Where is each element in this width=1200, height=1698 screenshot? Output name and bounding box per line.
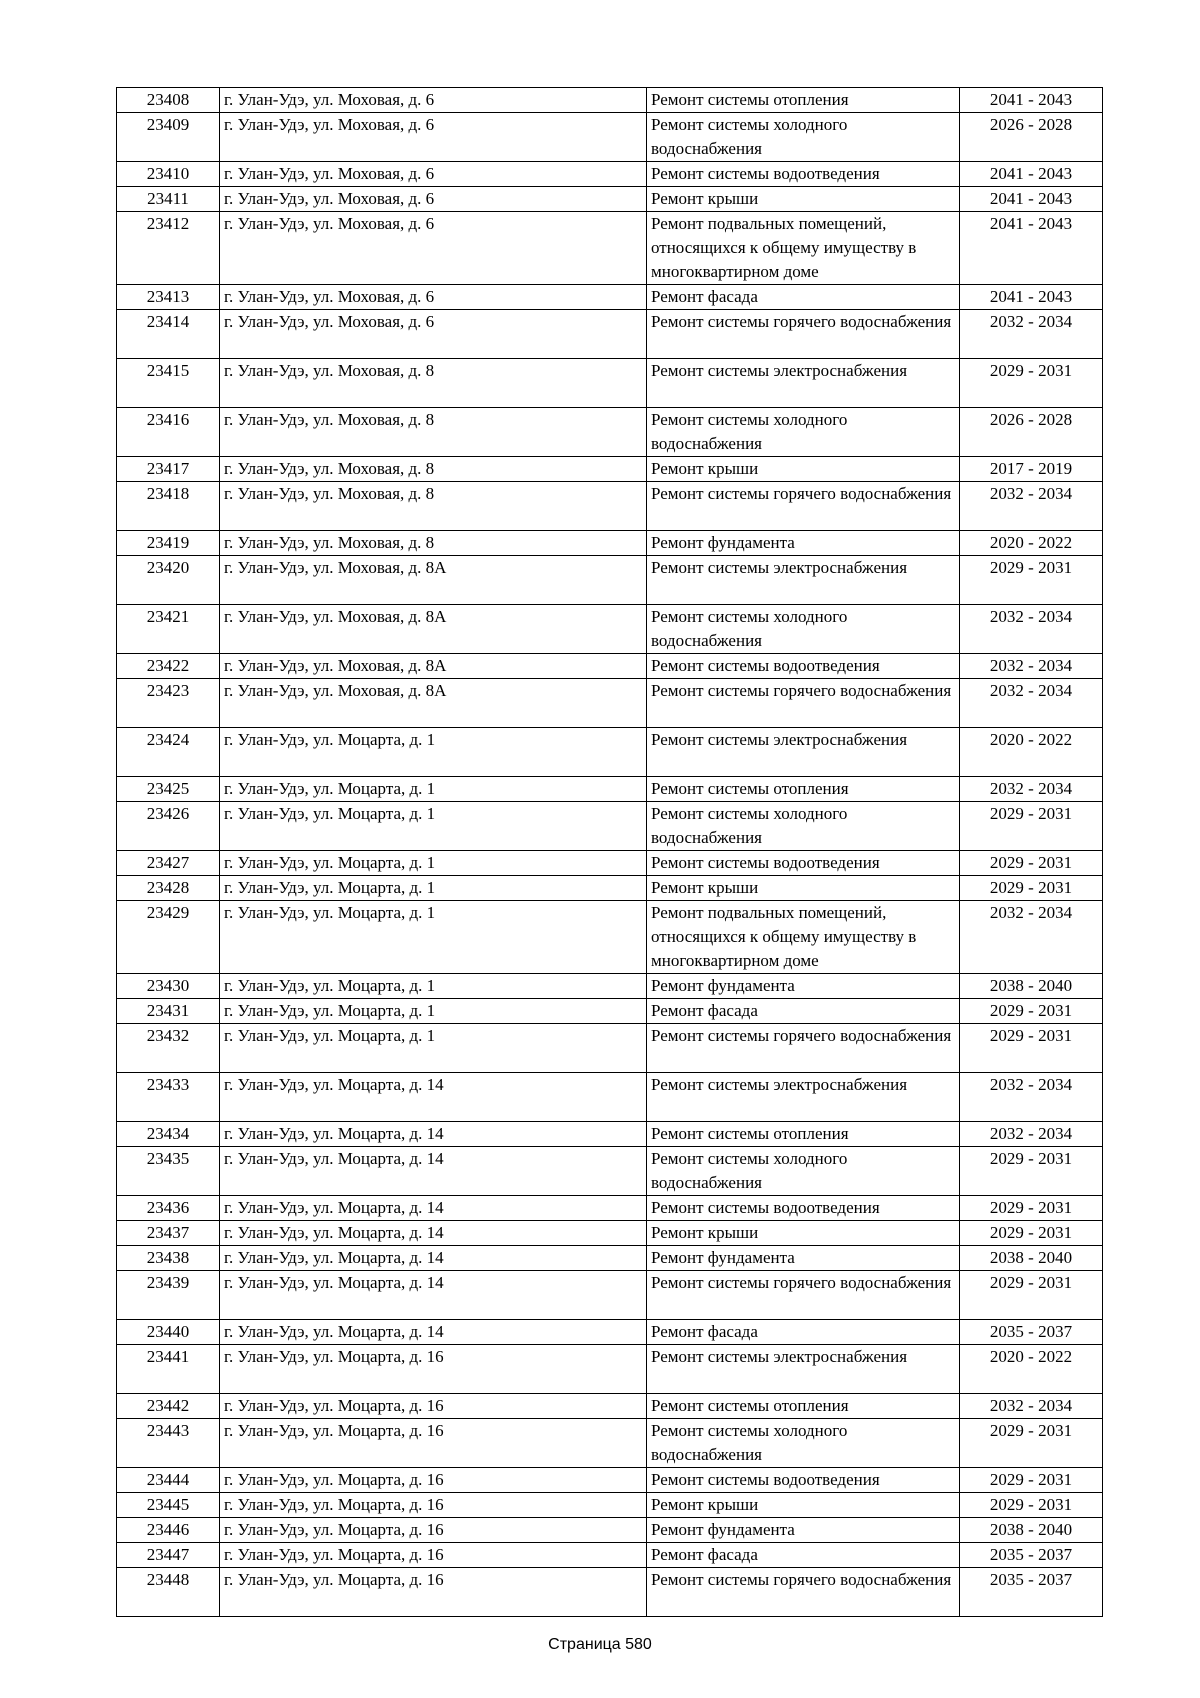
- work-type-cell: Ремонт фасада: [647, 1320, 960, 1345]
- address-cell: г. Улан-Удэ, ул. Моцарта, д. 14: [220, 1271, 647, 1320]
- row-id-cell: 23420: [117, 556, 220, 605]
- period-cell: 2032 - 2034: [960, 1394, 1103, 1419]
- work-type-cell: Ремонт системы водоотведения: [647, 851, 960, 876]
- work-type-cell: Ремонт фундамента: [647, 531, 960, 556]
- period-cell: 2032 - 2034: [960, 901, 1103, 974]
- address-cell: г. Улан-Удэ, ул. Моцарта, д. 14: [220, 1147, 647, 1196]
- period-cell: 2026 - 2028: [960, 408, 1103, 457]
- table-row: [117, 187, 1103, 212]
- work-type-cell: Ремонт системы водоотведения: [647, 1196, 960, 1221]
- row-id-cell: 23414: [117, 310, 220, 359]
- table-row: [117, 482, 1103, 531]
- period-cell: 2020 - 2022: [960, 1345, 1103, 1394]
- period-cell: 2041 - 2043: [960, 162, 1103, 187]
- row-id-cell: 23412: [117, 212, 220, 285]
- address-cell: г. Улан-Удэ, ул. Моцарта, д. 1: [220, 999, 647, 1024]
- table-row: [117, 851, 1103, 876]
- address-cell: г. Улан-Удэ, ул. Моцарта, д. 1: [220, 876, 647, 901]
- row-id-cell: 23447: [117, 1543, 220, 1568]
- address-cell: г. Улан-Удэ, ул. Моцарта, д. 16: [220, 1394, 647, 1419]
- work-type-cell: Ремонт системы электроснабжения: [647, 1073, 960, 1122]
- address-cell: г. Улан-Удэ, ул. Моцарта, д. 16: [220, 1345, 647, 1394]
- work-type-cell: Ремонт системы холодного водоснабжения: [647, 1419, 960, 1468]
- period-cell: 2032 - 2034: [960, 679, 1103, 728]
- address-cell: г. Улан-Удэ, ул. Моцарта, д. 1: [220, 901, 647, 974]
- table-row: [117, 999, 1103, 1024]
- work-type-cell: Ремонт системы отопления: [647, 1394, 960, 1419]
- row-id-cell: 23408: [117, 88, 220, 113]
- table-row: [117, 1024, 1103, 1073]
- period-cell: 2035 - 2037: [960, 1543, 1103, 1568]
- period-cell: 2029 - 2031: [960, 556, 1103, 605]
- work-type-cell: Ремонт подвальных помещений, относящихся к общему имуществу в многоквартирном доме: [647, 901, 960, 974]
- work-type-cell: Ремонт системы водоотведения: [647, 1468, 960, 1493]
- table-row: [117, 1419, 1103, 1468]
- row-id-cell: 23426: [117, 802, 220, 851]
- row-id-cell: 23411: [117, 187, 220, 212]
- table-row: [117, 556, 1103, 605]
- period-cell: 2029 - 2031: [960, 802, 1103, 851]
- row-id-cell: 23444: [117, 1468, 220, 1493]
- work-type-cell: Ремонт системы горячего водоснабжения: [647, 1024, 960, 1073]
- address-cell: г. Улан-Удэ, ул. Моцарта, д. 14: [220, 1221, 647, 1246]
- row-id-cell: 23419: [117, 531, 220, 556]
- address-cell: г. Улан-Удэ, ул. Моцарта, д. 16: [220, 1568, 647, 1617]
- address-cell: г. Улан-Удэ, ул. Моцарта, д. 14: [220, 1073, 647, 1122]
- period-cell: 2029 - 2031: [960, 1024, 1103, 1073]
- address-cell: г. Улан-Удэ, ул. Моцарта, д. 1: [220, 777, 647, 802]
- table-row: [117, 1147, 1103, 1196]
- period-cell: 2035 - 2037: [960, 1568, 1103, 1617]
- work-type-cell: Ремонт фасада: [647, 999, 960, 1024]
- row-id-cell: 23431: [117, 999, 220, 1024]
- address-cell: г. Улан-Удэ, ул. Моцарта, д. 16: [220, 1493, 647, 1518]
- address-cell: г. Улан-Удэ, ул. Моцарта, д. 1: [220, 802, 647, 851]
- work-type-cell: Ремонт фасада: [647, 1543, 960, 1568]
- work-type-cell: Ремонт системы холодного водоснабжения: [647, 605, 960, 654]
- work-type-cell: Ремонт крыши: [647, 1221, 960, 1246]
- work-type-cell: Ремонт системы холодного водоснабжения: [647, 408, 960, 457]
- work-type-cell: Ремонт крыши: [647, 187, 960, 212]
- work-type-cell: Ремонт подвальных помещений, относящихся к общему имуществу в многоквартирном доме: [647, 212, 960, 285]
- table-row: [117, 605, 1103, 654]
- table-row: [117, 408, 1103, 457]
- period-cell: 2041 - 2043: [960, 88, 1103, 113]
- table-row: [117, 285, 1103, 310]
- period-cell: 2038 - 2040: [960, 974, 1103, 999]
- work-type-cell: Ремонт крыши: [647, 457, 960, 482]
- address-cell: г. Улан-Удэ, ул. Моховая, д. 6: [220, 310, 647, 359]
- work-type-cell: Ремонт системы холодного водоснабжения: [647, 113, 960, 162]
- row-id-cell: 23415: [117, 359, 220, 408]
- work-type-cell: Ремонт системы горячего водоснабжения: [647, 310, 960, 359]
- table-row: [117, 1394, 1103, 1419]
- period-cell: 2032 - 2034: [960, 654, 1103, 679]
- work-type-cell: Ремонт системы горячего водоснабжения: [647, 679, 960, 728]
- address-cell: г. Улан-Удэ, ул. Моховая, д. 6: [220, 187, 647, 212]
- period-cell: 2032 - 2034: [960, 605, 1103, 654]
- table-row: [117, 1543, 1103, 1568]
- address-cell: г. Улан-Удэ, ул. Моховая, д. 8: [220, 408, 647, 457]
- work-type-cell: Ремонт системы водоотведения: [647, 654, 960, 679]
- address-cell: г. Улан-Удэ, ул. Моховая, д. 8А: [220, 556, 647, 605]
- table-row: [117, 1493, 1103, 1518]
- row-id-cell: 23425: [117, 777, 220, 802]
- row-id-cell: 23441: [117, 1345, 220, 1394]
- address-cell: г. Улан-Удэ, ул. Моцарта, д. 14: [220, 1320, 647, 1345]
- address-cell: г. Улан-Удэ, ул. Моцарта, д. 16: [220, 1468, 647, 1493]
- row-id-cell: 23418: [117, 482, 220, 531]
- row-id-cell: 23435: [117, 1147, 220, 1196]
- row-id-cell: 23430: [117, 974, 220, 999]
- table-row: [117, 310, 1103, 359]
- row-id-cell: 23422: [117, 654, 220, 679]
- work-type-cell: Ремонт крыши: [647, 1493, 960, 1518]
- address-cell: г. Улан-Удэ, ул. Моцарта, д. 16: [220, 1518, 647, 1543]
- period-cell: 2038 - 2040: [960, 1518, 1103, 1543]
- row-id-cell: 23436: [117, 1196, 220, 1221]
- table-row: [117, 974, 1103, 999]
- row-id-cell: 23428: [117, 876, 220, 901]
- table-row: [117, 359, 1103, 408]
- address-cell: г. Улан-Удэ, ул. Моцарта, д. 1: [220, 728, 647, 777]
- page-number: Страница 580: [548, 1636, 652, 1653]
- table-row: [117, 777, 1103, 802]
- work-type-cell: Ремонт системы электроснабжения: [647, 728, 960, 777]
- row-id-cell: 23427: [117, 851, 220, 876]
- capital-repair-table: [116, 87, 1103, 1617]
- address-cell: г. Улан-Удэ, ул. Моховая, д. 6: [220, 212, 647, 285]
- row-id-cell: 23439: [117, 1271, 220, 1320]
- row-id-cell: 23413: [117, 285, 220, 310]
- work-type-cell: Ремонт системы холодного водоснабжения: [647, 1147, 960, 1196]
- table-row: [117, 728, 1103, 777]
- table-row: [117, 162, 1103, 187]
- period-cell: 2029 - 2031: [960, 1196, 1103, 1221]
- address-cell: г. Улан-Удэ, ул. Моховая, д. 8: [220, 531, 647, 556]
- work-type-cell: Ремонт системы отопления: [647, 777, 960, 802]
- work-type-cell: Ремонт системы водоотведения: [647, 162, 960, 187]
- period-cell: 2029 - 2031: [960, 1271, 1103, 1320]
- table-row: [117, 1468, 1103, 1493]
- address-cell: г. Улан-Удэ, ул. Моховая, д. 8: [220, 359, 647, 408]
- row-id-cell: 23443: [117, 1419, 220, 1468]
- work-type-cell: Ремонт системы горячего водоснабжения: [647, 1568, 960, 1617]
- row-id-cell: 23409: [117, 113, 220, 162]
- table-row: [117, 212, 1103, 285]
- address-cell: г. Улан-Удэ, ул. Моховая, д. 8А: [220, 679, 647, 728]
- table-row: [117, 876, 1103, 901]
- row-id-cell: 23433: [117, 1073, 220, 1122]
- period-cell: 2017 - 2019: [960, 457, 1103, 482]
- address-cell: г. Улан-Удэ, ул. Моцарта, д. 1: [220, 1024, 647, 1073]
- table-row: [117, 1518, 1103, 1543]
- work-type-cell: Ремонт системы электроснабжения: [647, 1345, 960, 1394]
- table-row: [117, 1122, 1103, 1147]
- table-row: [117, 901, 1103, 974]
- table-row: [117, 1568, 1103, 1617]
- row-id-cell: 23434: [117, 1122, 220, 1147]
- period-cell: 2029 - 2031: [960, 359, 1103, 408]
- period-cell: 2029 - 2031: [960, 999, 1103, 1024]
- row-id-cell: 23438: [117, 1246, 220, 1271]
- address-cell: г. Улан-Удэ, ул. Моцарта, д. 1: [220, 974, 647, 999]
- row-id-cell: 23421: [117, 605, 220, 654]
- table-row: [117, 88, 1103, 113]
- period-cell: 2041 - 2043: [960, 285, 1103, 310]
- period-cell: 2029 - 2031: [960, 1419, 1103, 1468]
- address-cell: г. Улан-Удэ, ул. Моцарта, д. 1: [220, 851, 647, 876]
- address-cell: г. Улан-Удэ, ул. Моховая, д. 8А: [220, 654, 647, 679]
- work-type-cell: Ремонт системы электроснабжения: [647, 556, 960, 605]
- row-id-cell: 23437: [117, 1221, 220, 1246]
- period-cell: 2032 - 2034: [960, 1122, 1103, 1147]
- table-row: [117, 654, 1103, 679]
- period-cell: 2029 - 2031: [960, 1468, 1103, 1493]
- period-cell: 2032 - 2034: [960, 1073, 1103, 1122]
- table-row: [117, 1073, 1103, 1122]
- row-id-cell: 23424: [117, 728, 220, 777]
- period-cell: 2041 - 2043: [960, 212, 1103, 285]
- work-type-cell: Ремонт фундамента: [647, 1246, 960, 1271]
- period-cell: 2029 - 2031: [960, 1147, 1103, 1196]
- address-cell: г. Улан-Удэ, ул. Моцарта, д. 14: [220, 1122, 647, 1147]
- table-body: [117, 88, 1103, 1617]
- row-id-cell: 23448: [117, 1568, 220, 1617]
- row-id-cell: 23417: [117, 457, 220, 482]
- period-cell: 2029 - 2031: [960, 851, 1103, 876]
- table-row: [117, 457, 1103, 482]
- work-type-cell: Ремонт системы горячего водоснабжения: [647, 1271, 960, 1320]
- period-cell: 2029 - 2031: [960, 876, 1103, 901]
- row-id-cell: 23429: [117, 901, 220, 974]
- table-row: [117, 1196, 1103, 1221]
- work-type-cell: Ремонт системы отопления: [647, 1122, 960, 1147]
- period-cell: 2032 - 2034: [960, 310, 1103, 359]
- period-cell: 2038 - 2040: [960, 1246, 1103, 1271]
- period-cell: 2032 - 2034: [960, 777, 1103, 802]
- address-cell: г. Улан-Удэ, ул. Моховая, д. 6: [220, 162, 647, 187]
- period-cell: 2029 - 2031: [960, 1493, 1103, 1518]
- row-id-cell: 23442: [117, 1394, 220, 1419]
- address-cell: г. Улан-Удэ, ул. Моховая, д. 8: [220, 482, 647, 531]
- work-type-cell: Ремонт фундамента: [647, 974, 960, 999]
- work-type-cell: Ремонт системы электроснабжения: [647, 359, 960, 408]
- address-cell: г. Улан-Удэ, ул. Моховая, д. 6: [220, 113, 647, 162]
- period-cell: 2020 - 2022: [960, 531, 1103, 556]
- table-row: [117, 1271, 1103, 1320]
- row-id-cell: 23416: [117, 408, 220, 457]
- address-cell: г. Улан-Удэ, ул. Моховая, д. 6: [220, 285, 647, 310]
- address-cell: г. Улан-Удэ, ул. Моцарта, д. 14: [220, 1196, 647, 1221]
- work-type-cell: Ремонт крыши: [647, 876, 960, 901]
- row-id-cell: 23445: [117, 1493, 220, 1518]
- address-cell: г. Улан-Удэ, ул. Моцарта, д. 14: [220, 1246, 647, 1271]
- row-id-cell: 23423: [117, 679, 220, 728]
- work-type-cell: Ремонт фасада: [647, 285, 960, 310]
- period-cell: 2035 - 2037: [960, 1320, 1103, 1345]
- address-cell: г. Улан-Удэ, ул. Моховая, д. 8А: [220, 605, 647, 654]
- address-cell: г. Улан-Удэ, ул. Моцарта, д. 16: [220, 1543, 647, 1568]
- period-cell: 2020 - 2022: [960, 728, 1103, 777]
- period-cell: 2029 - 2031: [960, 1221, 1103, 1246]
- address-cell: г. Улан-Удэ, ул. Моцарта, д. 16: [220, 1419, 647, 1468]
- row-id-cell: 23432: [117, 1024, 220, 1073]
- row-id-cell: 23440: [117, 1320, 220, 1345]
- table-row: [117, 1221, 1103, 1246]
- table-row: [117, 1246, 1103, 1271]
- period-cell: 2032 - 2034: [960, 482, 1103, 531]
- table-row: [117, 679, 1103, 728]
- period-cell: 2026 - 2028: [960, 113, 1103, 162]
- address-cell: г. Улан-Удэ, ул. Моховая, д. 8: [220, 457, 647, 482]
- work-type-cell: Ремонт системы холодного водоснабжения: [647, 802, 960, 851]
- address-cell: г. Улан-Удэ, ул. Моховая, д. 6: [220, 88, 647, 113]
- row-id-cell: 23410: [117, 162, 220, 187]
- table-row: [117, 1345, 1103, 1394]
- row-id-cell: 23446: [117, 1518, 220, 1543]
- table-row: [117, 802, 1103, 851]
- period-cell: 2041 - 2043: [960, 187, 1103, 212]
- work-type-cell: Ремонт системы горячего водоснабжения: [647, 482, 960, 531]
- table-row: [117, 113, 1103, 162]
- table-row: [117, 531, 1103, 556]
- work-type-cell: Ремонт фундамента: [647, 1518, 960, 1543]
- table-row: [117, 1320, 1103, 1345]
- work-type-cell: Ремонт системы отопления: [647, 88, 960, 113]
